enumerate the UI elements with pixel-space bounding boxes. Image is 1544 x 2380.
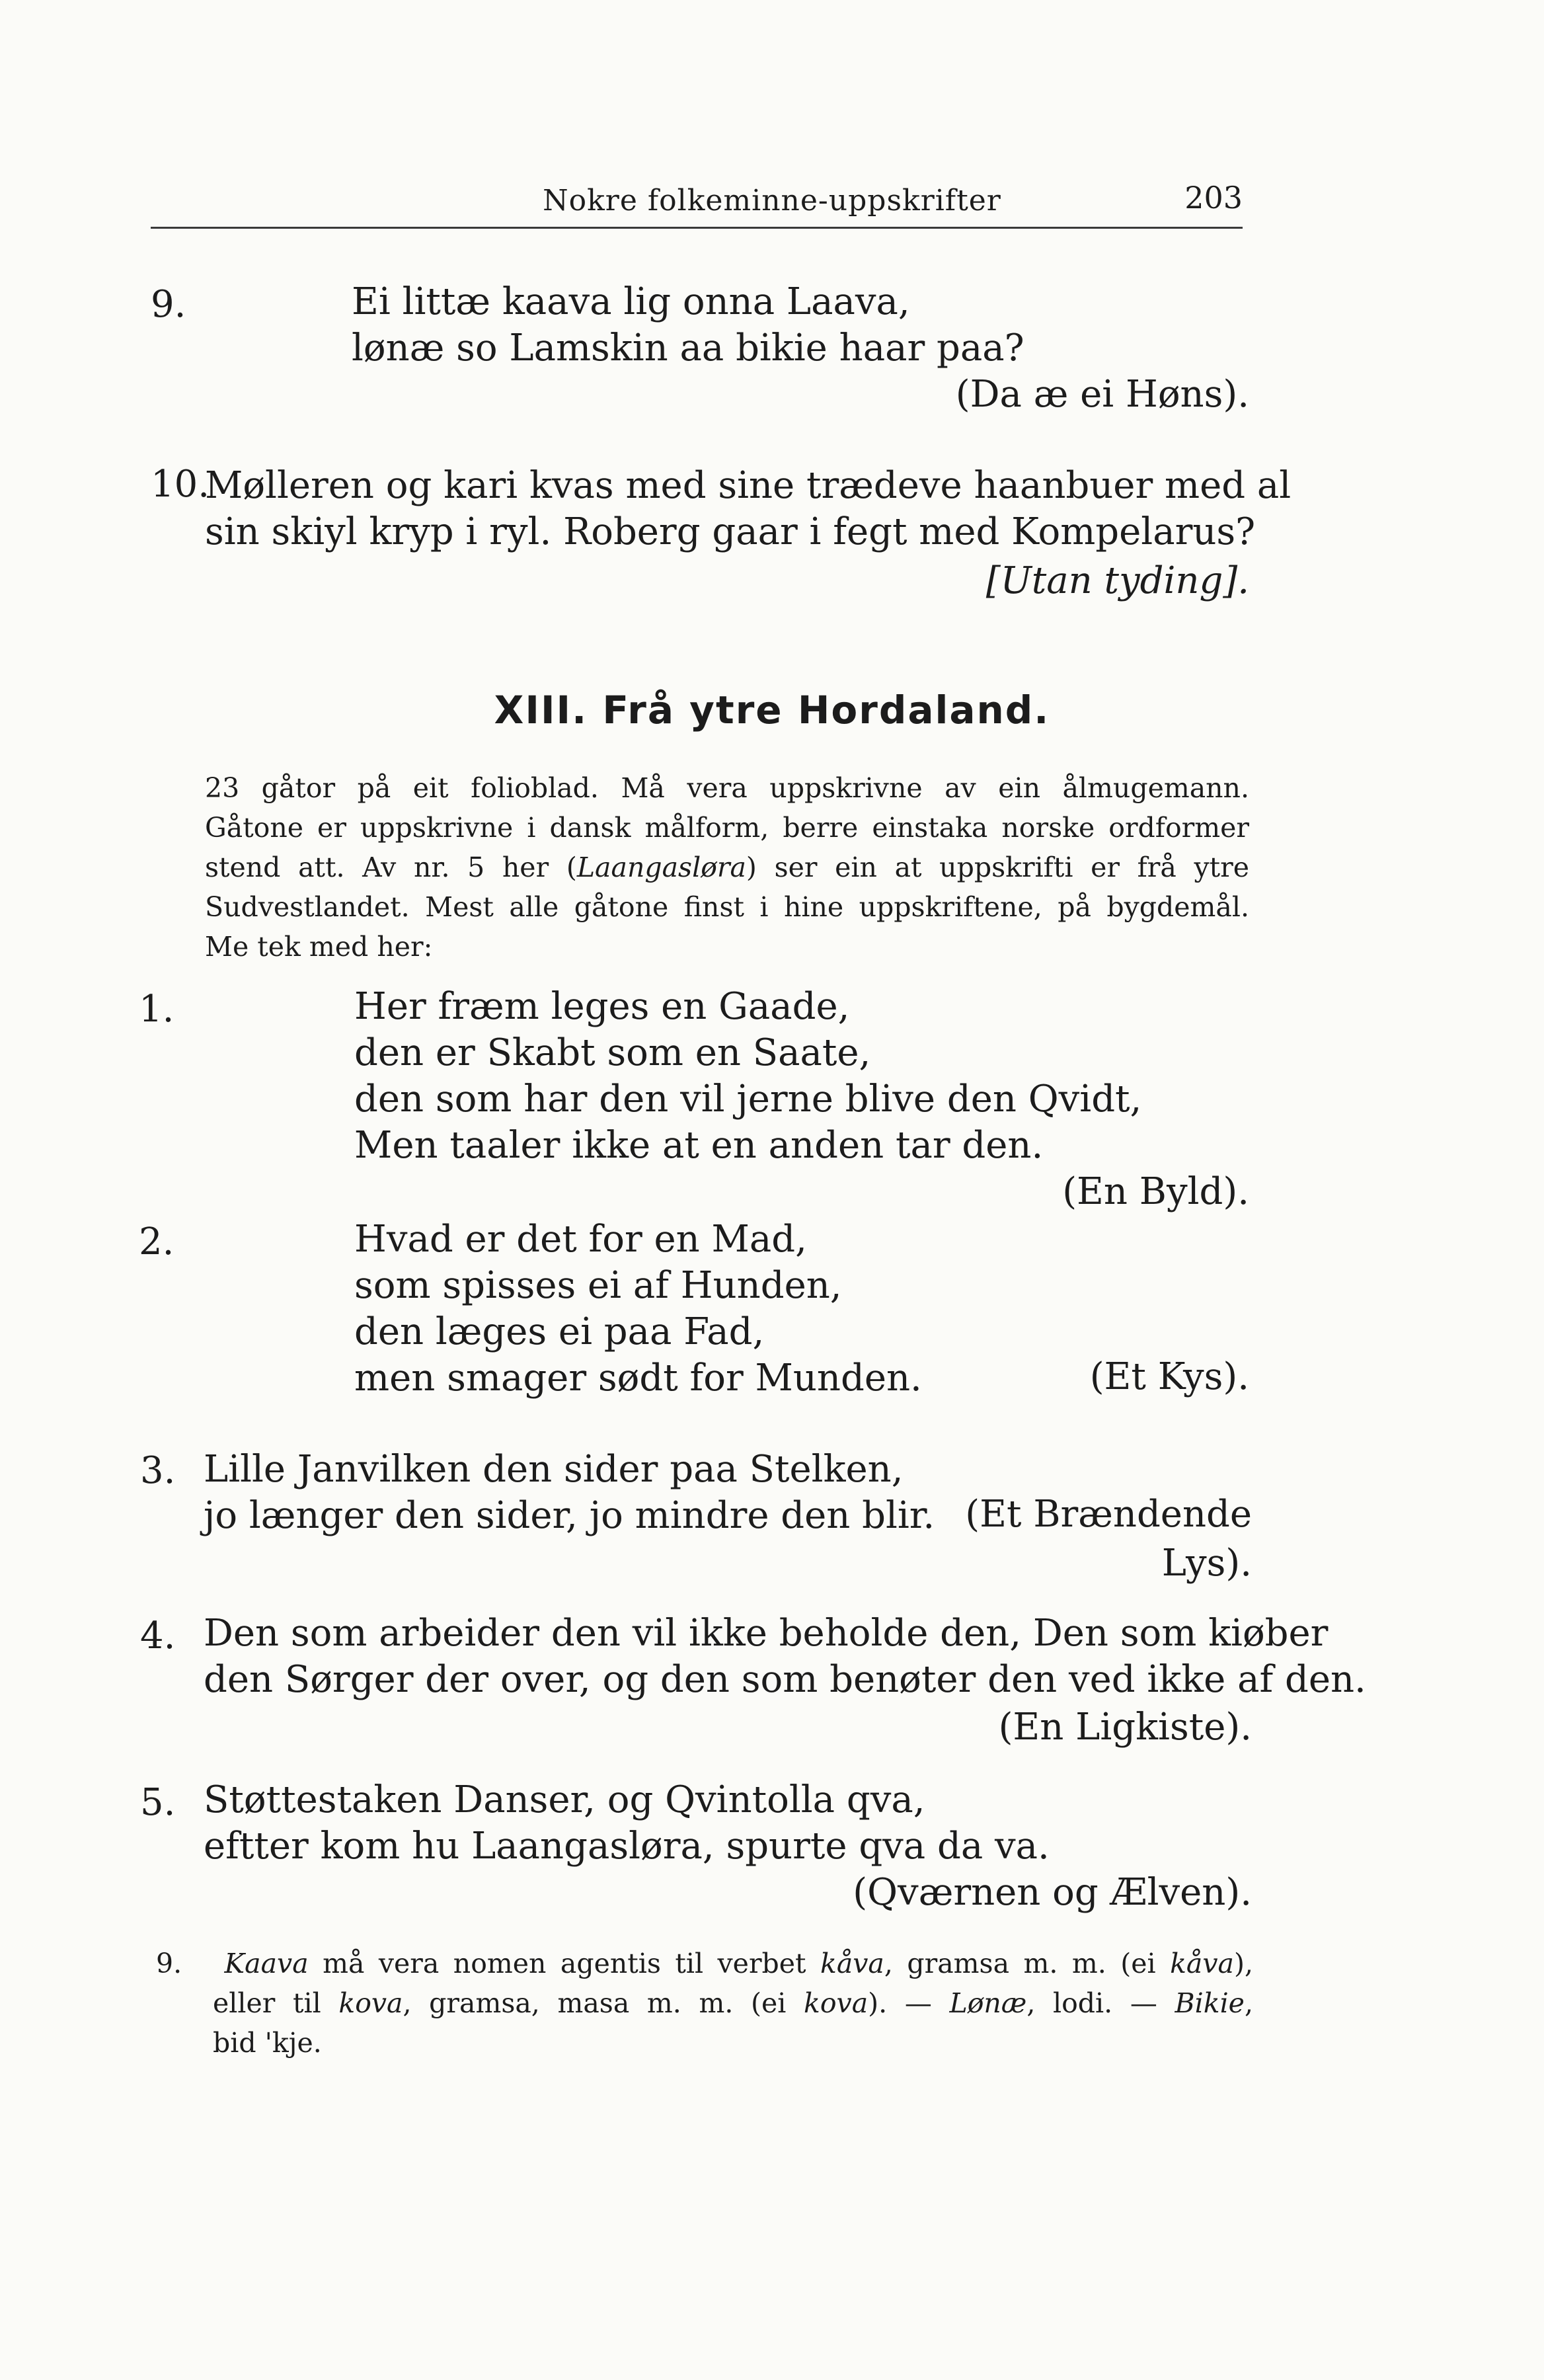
footnote-text: , gramsa, masa m. m. (ei — [403, 1987, 804, 2019]
page-number: 203 — [1184, 180, 1243, 216]
intro-italic-word: Laangasløra — [576, 852, 746, 883]
footnote-italic: Kaava — [224, 1948, 309, 1979]
intro-line: Me tek med her: — [205, 931, 433, 963]
riddle-answer: (Et Brændende — [965, 1493, 1252, 1536]
footnote-text: eller til — [213, 1987, 339, 2019]
verse-line: den læges ei paa Fad, — [354, 1310, 765, 1353]
riddle-number: 4. — [140, 1614, 176, 1657]
footnote-text: må vera nomen agentis til verbet — [308, 1948, 820, 1979]
footnote-text: bid 'kje. — [213, 2027, 322, 2059]
riddle-answer: (Et Kys). — [1089, 1355, 1249, 1398]
running-title: Nokre folkeminne-uppskrifter — [543, 184, 1001, 218]
footnote-italic: Lønæ — [949, 1987, 1027, 2019]
footnote-line — [156, 2023, 1253, 2063]
verse-line: sin skiyl kryp i ryl. Roberg gaar i fegt med Kompelarus? — [205, 510, 1256, 553]
footnote-italic: kova — [804, 1987, 868, 2019]
riddle-number: 1. — [139, 988, 174, 1031]
section-heading: XIII. Frå ytre Hordaland. — [494, 688, 1050, 733]
intro-text: stend att. Av nr. 5 her ( — [205, 852, 577, 883]
intro-line: Sudvestlandet. Mest alle gåtone finst i hine uppskriftene, på bygdemål. — [205, 891, 1249, 923]
section-intro — [205, 768, 1249, 967]
footnote-italic: kåva — [820, 1948, 884, 1979]
verse-line: Hvad er det for en Mad, — [354, 1218, 807, 1261]
verse-line: men smager sødt for Munden. — [354, 1357, 922, 1400]
footnote-text: , — [1244, 1987, 1253, 2019]
footnote-line — [156, 1983, 1253, 2023]
verse-line: Støttestaken Danser, og Qvintolla qva, — [204, 1778, 925, 1821]
verse-line: Mølleren og kari kvas med sine trædeve haanbuer med al — [205, 464, 1292, 507]
riddle-answer: Lys). — [1161, 1542, 1252, 1585]
footnote — [156, 1944, 1253, 2063]
verse-line: Lille Janvilken den sider paa Stelken, — [204, 1448, 904, 1491]
verse-line: Ei littæ kaava lig onna Laava, — [352, 280, 910, 323]
verse-line: den er Skabt som en Saate, — [354, 1031, 871, 1074]
verse-line: den Sørger der over, og den som benøter den ved ikke af den. — [204, 1658, 1366, 1701]
footnote-italic: kova — [338, 1987, 403, 2019]
intro-line: Gåtone er uppskrivne i dansk målform, berre einstaka norske ordformer — [205, 812, 1249, 844]
footnote-italic: kåva — [1170, 1948, 1234, 1979]
footnote-text: ), — [1233, 1948, 1253, 1979]
riddle-number: 5. — [140, 1781, 176, 1824]
header-rule — [151, 227, 1243, 229]
footnote-text: , gramsa m. m. (ei — [884, 1948, 1171, 1979]
riddle-number: 2. — [139, 1220, 174, 1263]
riddle-number: 9. — [151, 283, 186, 326]
riddle-number: 3. — [140, 1449, 176, 1492]
footnote-number: 9. — [156, 1948, 182, 1979]
verse-line: lønæ so Lamskin aa bikie haar paa? — [352, 327, 1024, 370]
verse-line: som spisses ei af Hunden, — [354, 1264, 842, 1307]
footnote-text: ). — — [868, 1987, 950, 2019]
riddle-answer: (Qværnen og Ælven). — [853, 1871, 1252, 1914]
riddle-answer: (En Ligkiste). — [998, 1706, 1252, 1749]
footnote-italic: Bikie — [1175, 1987, 1245, 2019]
verse-line: Men taaler ikke at en anden tar den. — [354, 1124, 1044, 1167]
riddle-number: 10. — [151, 463, 210, 506]
riddle-answer: (Da æ ei Høns). — [955, 373, 1249, 416]
verse-line: eftter kom hu Laangasløra, spurte qva da va. — [204, 1825, 1050, 1868]
verse-line: den som har den vil jerne blive den Qvidt, — [354, 1078, 1142, 1121]
intro-line: 23 gåtor på eit folioblad. Må vera uppskrivne av ein ålmugemann. — [205, 772, 1249, 804]
intro-text: ) ser ein at uppskrifti er frå ytre — [746, 852, 1249, 883]
intro-line — [205, 848, 1249, 887]
footnote-line — [156, 1944, 1253, 1983]
riddle-answer: (En Byld). — [1062, 1170, 1249, 1213]
riddle-answer: [Utan tyding]. — [985, 559, 1249, 602]
verse-line: Den som arbeider den vil ikke beholde den, Den som kiøber — [204, 1612, 1329, 1655]
footnote-text: , lodi. — — [1026, 1987, 1175, 2019]
verse-line: jo længer den sider, jo mindre den blir. — [204, 1494, 935, 1537]
verse-line: Her fræm leges en Gaade, — [354, 985, 850, 1028]
